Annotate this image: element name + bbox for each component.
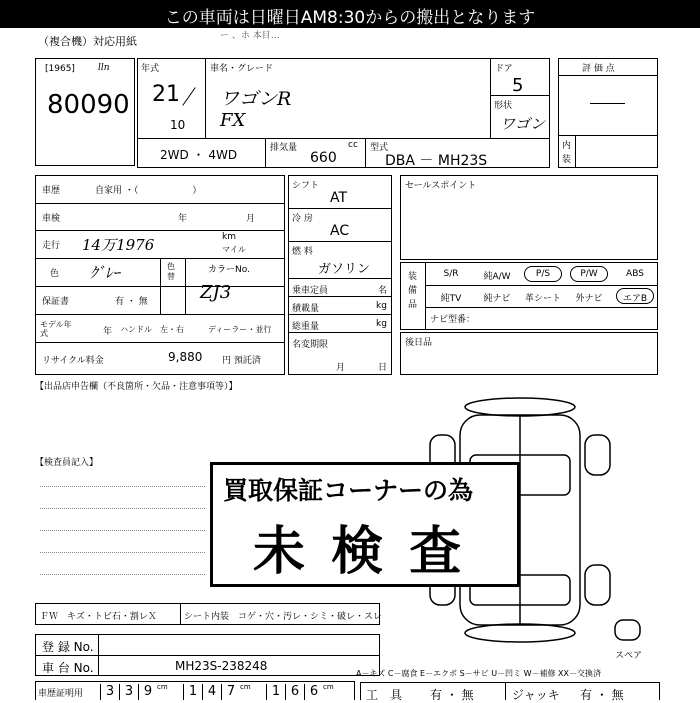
year-label: 年式	[141, 64, 160, 74]
model-value: DBA － MH23S	[385, 153, 488, 169]
seat-label: シート内装 コゲ・穴・汚レ・シミ・破レ・スレ	[184, 612, 383, 622]
equipment-item: 純A/W	[483, 272, 511, 282]
mileage-unit-km: km	[222, 232, 236, 242]
chassis-value: MH23S-238248	[175, 659, 268, 673]
equipment-item: P/S	[535, 269, 551, 279]
handle-label: ハンドル 左・右	[120, 325, 184, 334]
front-bumper	[465, 398, 575, 416]
equipment-item: ABS	[626, 269, 644, 279]
equipment-item: エアB	[622, 294, 648, 304]
certificate-unit: cm	[240, 683, 251, 691]
stamp-line-2: 未 検 査	[253, 522, 466, 582]
mileage-label: 走行	[42, 241, 61, 251]
weight-unit: kg	[376, 319, 387, 329]
weight-label: 総重量	[292, 322, 320, 332]
equipment-circle-mark	[616, 288, 654, 304]
doors-value: 5	[512, 75, 524, 96]
shape-value: ワゴン	[500, 115, 546, 133]
inspector-label: 【検査員記入】	[35, 458, 99, 468]
certificate-digit: 1	[266, 684, 285, 700]
stamp-overlay	[210, 462, 520, 587]
interior-label-1: 内	[562, 141, 572, 151]
dealer-label: ディーラー・並行	[208, 325, 272, 334]
equipment-item: 革シート	[524, 294, 561, 304]
later-label: 後日品	[405, 338, 433, 348]
defects-label: 【出品店申告欄（不良箇所・欠品・注意事項等）】	[35, 382, 238, 392]
banner	[0, 0, 700, 28]
certificate-label: 車歴証明用	[38, 689, 84, 699]
jack-label: ジャッキ	[512, 688, 560, 702]
certificate-digit: 6	[304, 684, 323, 700]
equipment-item: 外ナビ	[575, 294, 603, 304]
tools-value: 有 ・ 無	[430, 688, 474, 702]
load-unit: kg	[376, 301, 387, 311]
warranty-value: 有 ・ 無	[115, 297, 148, 307]
shift-value: AT	[330, 190, 348, 206]
capacity-unit: 名	[378, 286, 388, 296]
certificate-digit: 3	[100, 684, 119, 700]
lot-code: [1965]	[45, 64, 75, 74]
stamp-line-1: 買取保証コーナーの為	[223, 476, 474, 505]
spare-label: スペア	[615, 651, 643, 661]
recycle-value: 9,880	[168, 350, 203, 364]
recycle-label: リサイクル料金	[42, 356, 104, 366]
history-label: 車歴	[42, 186, 61, 196]
month-value: 10	[170, 118, 186, 132]
load-label: 積載量	[292, 304, 320, 314]
color-no-value: ZJ3	[200, 282, 232, 303]
model-year-label: モデル年式	[40, 320, 72, 338]
inspection-label: 車検	[42, 214, 61, 224]
capacity-label: 乗車定員	[292, 286, 329, 296]
model-year-unit: 年	[103, 327, 113, 337]
later-box	[400, 332, 658, 375]
cc-unit: cc	[348, 140, 358, 150]
certificate-digit: 3	[119, 684, 138, 700]
history-value: 自家用 ・（ ）	[95, 186, 202, 196]
mileage-unit-mile: マイル	[222, 245, 246, 254]
banner-text: この車両は日曜日AM8:30からの搬出となります	[164, 8, 536, 28]
displacement-value: 660	[310, 150, 337, 166]
evaluation-score	[590, 103, 625, 104]
fuel-value: ガソリン	[318, 262, 371, 277]
sales-point-label: セールスポイント	[405, 181, 477, 191]
color-change-label: 色替	[167, 262, 175, 281]
fuel-label: 燃 料	[292, 247, 313, 257]
front-right-tire	[585, 435, 610, 475]
tools-label: 工 具	[366, 688, 403, 702]
certificate-unit: cm	[157, 683, 168, 691]
certificate-digit: 4	[202, 684, 221, 700]
transfer-month: 月	[336, 363, 346, 373]
equipment-item: S/R	[443, 269, 459, 279]
ac-value: AC	[330, 223, 350, 239]
transfer-label: 名変期限	[292, 340, 329, 350]
fw-label: ＦＷ キズ・トビ石・割レＸ	[40, 612, 157, 622]
inspection-year-unit: 年	[178, 214, 188, 224]
lot-code-2: lln	[98, 63, 110, 73]
recycle-unit: 円 預託済	[222, 356, 261, 366]
name-label: 車名・グレード	[210, 64, 274, 74]
color-no-label: カラーNo.	[208, 265, 250, 275]
evaluation-label: 評 価 点	[582, 64, 615, 74]
transfer-day: 日	[378, 363, 388, 373]
shape-label: 形状	[494, 101, 513, 111]
equipment-item: P/W	[580, 269, 598, 279]
inspection-month-unit: 月	[246, 214, 256, 224]
equipment-circle-mark	[570, 266, 608, 282]
navi-model-label: ナビ型番：	[430, 315, 476, 325]
certificate-digit: 7	[221, 684, 240, 700]
shift-label: シフト	[292, 181, 320, 191]
registration-label: 登 録 No.	[42, 640, 94, 654]
equipment-item: 純TV	[440, 294, 462, 304]
top-fragment: ー 、ホ 本目…	[220, 31, 280, 41]
chassis-label: 車 台 No.	[42, 661, 94, 675]
interior-label-2: 装	[562, 155, 572, 165]
mileage-value: 14万1976	[82, 236, 155, 254]
color-label: 色	[50, 269, 60, 279]
year-value: 21	[152, 82, 180, 107]
certificate-digit: 1	[183, 684, 202, 700]
color-value: ｸﾞﾚｰ	[90, 264, 121, 282]
certificate-unit: cm	[323, 683, 334, 691]
vehicle-grade: FX	[220, 110, 246, 131]
damage-legend: A－キズ C－腐食 E－エクボ S－サビ U－凹ミ W－補修 XX－交換済	[356, 669, 602, 678]
certificate-digit: 9	[138, 684, 157, 700]
spare-tire	[615, 620, 640, 640]
equipment-label: 装備品	[408, 272, 418, 310]
certificate-digit: 6	[285, 684, 304, 700]
drive-value: 2WD ・ 4WD	[160, 148, 238, 162]
doors-label: ドア	[495, 64, 513, 74]
jack-value: 有 ・ 無	[580, 688, 624, 702]
equipment-item: 純ナビ	[483, 294, 511, 304]
equipment-circle-mark	[524, 266, 562, 282]
vehicle-name: ワゴンR	[220, 88, 292, 110]
displacement-label: 排気量	[270, 143, 298, 153]
ac-label: 冷 房	[292, 214, 313, 224]
top-note: （複合機）対応用紙	[38, 35, 137, 48]
lot-number: 80090	[47, 90, 130, 120]
warranty-label: 保証書	[42, 297, 70, 307]
rear-bumper	[465, 624, 575, 642]
rear-right-tire	[585, 565, 610, 605]
model-label: 型式	[370, 143, 389, 153]
